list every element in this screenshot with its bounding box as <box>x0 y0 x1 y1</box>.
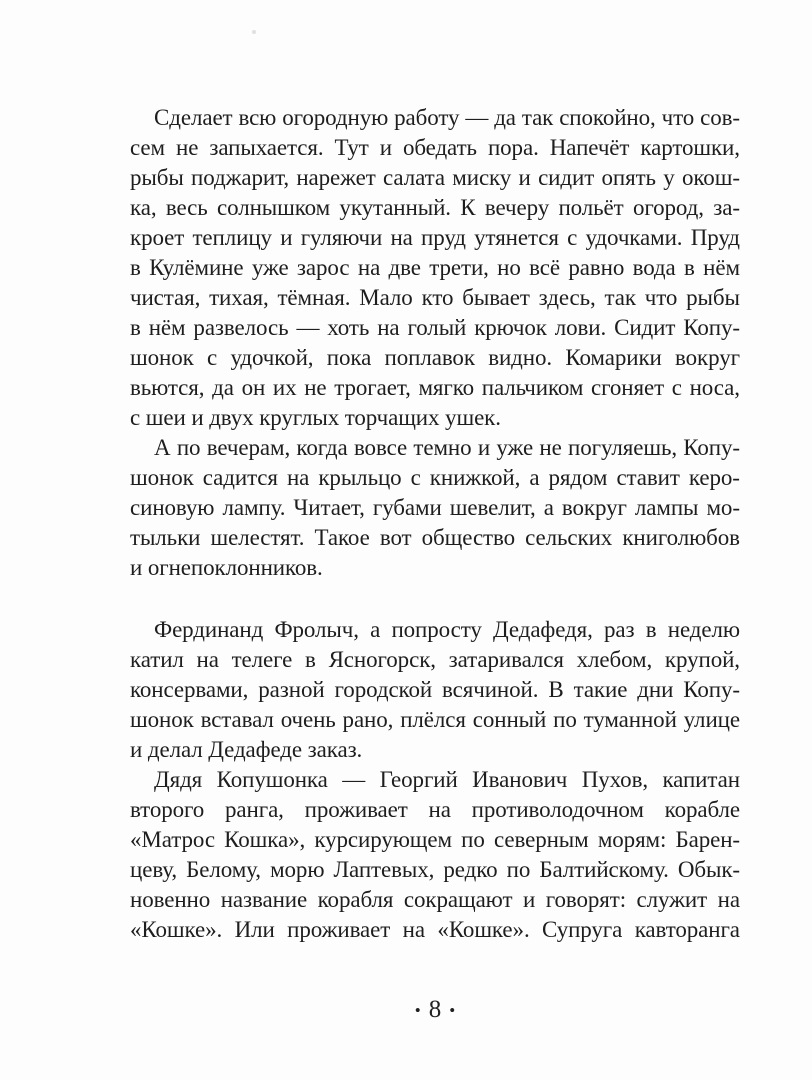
text-line: рыбы поджарит, нарежет салата миску и сидит опять у окош- <box>130 165 740 190</box>
text-line: Дядя Копушонка — Георгий Иванович Пухов, капитан <box>154 767 740 792</box>
text-line: тыльки шелестят. Такое вот общество сельских книголюбов <box>130 525 740 550</box>
text-line: цеву, Белому, морю Лаптевых, редко по Балтийскому. Обык- <box>130 857 740 882</box>
text-line: в нём развелось — хоть на голый крючок лови. Сидит Копу- <box>130 315 740 340</box>
paragraph <box>130 433 740 583</box>
text-line: консервами, разной городской всячиной. В такие дни Копу- <box>130 677 740 702</box>
text-line: катил на телеге в Ясногорск, затаривался хлебом, крупой, <box>130 647 740 672</box>
text-line: вьются, да он их не трогает, мягко пальчиком сгоняет с носа, <box>130 375 740 400</box>
text-line: и делал Дедафеде заказ. <box>130 737 363 762</box>
text-line: «Кошке». Или проживает на «Кошке». Супруга кавторанга <box>130 917 740 942</box>
text-line: синовую лампу. Читает, губами шевелит, а вокруг лампы мо- <box>130 495 740 520</box>
text-line: в Кулёмине уже зарос на две трети, но всё равно вода в нём <box>130 255 740 280</box>
text-line: «Матрос Кошка», курсирующем по северным морям: Барен- <box>130 827 740 852</box>
text-line: сем не запыхается. Тут и обедать пора. Напечёт картошки, <box>130 135 740 160</box>
text-line: и огнепоклонников. <box>130 555 323 580</box>
text-line: шонок садится на крыльцо с книжкой, а рядом ставит керо- <box>130 465 740 490</box>
text-line: шонок вставал очень рано, плёлся сонный по туманной улице <box>130 707 740 732</box>
page-footer <box>130 997 740 1023</box>
text-line: с шеи и двух круглых торчащих ушек. <box>130 405 501 430</box>
text-line: Сделает всю огородную работу — да так спокойно, что сов- <box>154 105 740 130</box>
scan-speck <box>252 30 256 34</box>
paragraph <box>130 615 740 765</box>
footer-bullet-left: • <box>414 1001 421 1020</box>
text-block <box>130 103 740 945</box>
text-line: чистая, тихая, тёмная. Мало кто бывает здесь, так что рыбы <box>130 285 740 310</box>
page-number: 8 <box>428 996 442 1023</box>
text-line: новенно название корабля сокращают и говорят: служит на <box>130 887 740 912</box>
text-line: ка, весь солнышком укутанный. К вечеру польёт огород, за- <box>130 195 740 220</box>
paragraph <box>130 765 740 945</box>
text-line: А по вечерам, когда вовсе темно и уже не погуляешь, Копу- <box>154 435 740 460</box>
text-line: Фердинанд Фролыч, а попросту Дедафедя, раз в неделю <box>154 617 740 642</box>
footer-bullet-right: • <box>449 1001 456 1020</box>
paragraph <box>130 103 740 433</box>
text-line: кроет теплицу и гуляючи на пруд утянется с удочками. Пруд <box>130 225 740 250</box>
text-line: второго ранга, проживает на противолодочном корабле <box>130 797 740 822</box>
text-line: шонок с удочкой, пока поплавок видно. Комарики вокруг <box>130 345 740 370</box>
